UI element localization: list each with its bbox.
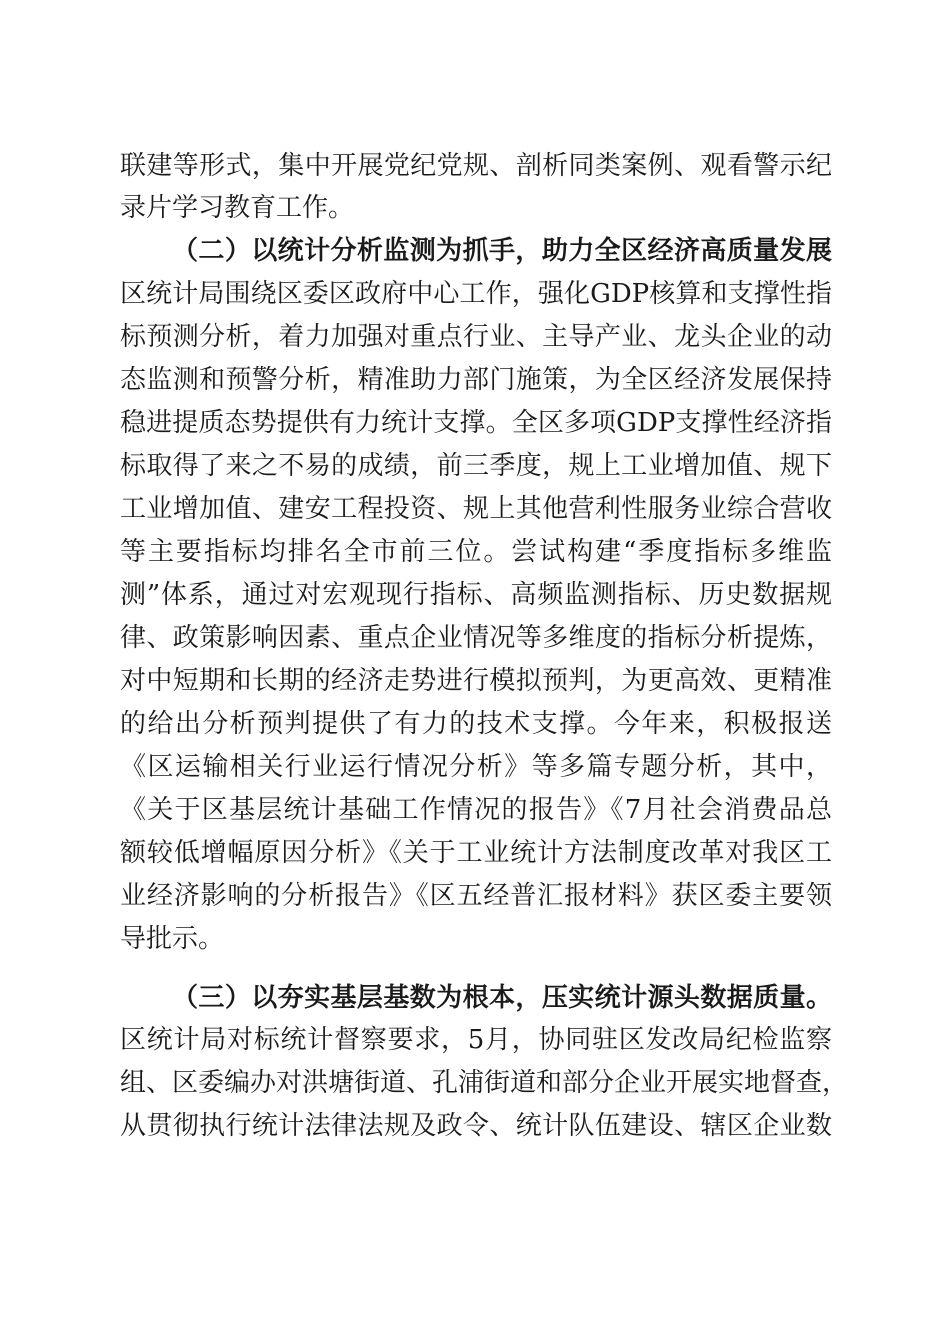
paragraph-line: 标取得了来之不易的成绩，前三季度，规上工业增加值、规下 — [120, 451, 832, 481]
paragraph-line: 业经济影响的分析报告》《区五经普汇报材料》获区委主要领 — [120, 881, 832, 911]
paragraph-line: 区统计局对标统计督察要求，5月，协同驻区发改局纪检监察 — [120, 1025, 832, 1055]
paragraph-line: 组、区委编办对洪塘街道、孔浦街道和部分企业开展实地督查， — [120, 1068, 849, 1098]
paragraph-line: 测”体系，通过对宏观现行指标、高频监测指标、历史数据规 — [120, 580, 832, 610]
paragraph-line: 录片学习教育工作。 — [120, 193, 355, 223]
section-heading-2: （二）以统计分析监测为抓手，助力全区经济高质量发展 — [172, 236, 832, 266]
paragraph-line: 工业增加值、建安工程投资、规上其他营利性服务业综合营收 — [120, 494, 832, 524]
paragraph-line: 《关于区基层统计基础工作情况的报告》《7月社会消费品总 — [120, 795, 832, 825]
paragraph-line: 等主要指标均排名全市前三位。尝试构建“季度指标多维监 — [120, 537, 832, 567]
section-heading-3: （三）以夯实基层基数为根本，压实统计源头数据质量。 — [172, 983, 832, 1013]
paragraph-line: 的给出分析预判提供了有力的技术支撑。今年来，积极报送 — [120, 709, 832, 739]
paragraph-line: 对中短期和长期的经济走势进行模拟预判，为更高效、更精准 — [120, 666, 832, 696]
paragraph-line: 从贯彻执行统计法律法规及政令、统计队伍建设、辖区企业数 — [120, 1111, 832, 1141]
paragraph-line: 律、政策影响因素、重点企业情况等多维度的指标分析提炼， — [120, 623, 832, 653]
paragraph-line: 额较低增幅原因分析》《关于工业统计方法制度改革对我区工 — [120, 838, 832, 868]
paragraph-line: 《区运输相关行业运行情况分析》等多篇专题分析，其中， — [120, 752, 832, 782]
paragraph-line: 区统计局围绕区委区政府中心工作，强化GDP核算和支撑性指 — [120, 279, 832, 309]
paragraph-line: 稳进提质态势提供有力统计支撑。全区多项GDP支撑性经济指 — [120, 408, 832, 438]
paragraph-line: 态监测和预警分析，精准助力部门施策，为全区经济发展保持 — [120, 365, 832, 395]
paragraph-line: 导批示。 — [120, 924, 225, 954]
paragraph-line: 联建等形式，集中开展党纪党规、剖析同类案例、观看警示纪 — [120, 151, 832, 181]
paragraph-line: 标预测分析，着力加强对重点行业、主导产业、龙头企业的动 — [120, 322, 832, 352]
